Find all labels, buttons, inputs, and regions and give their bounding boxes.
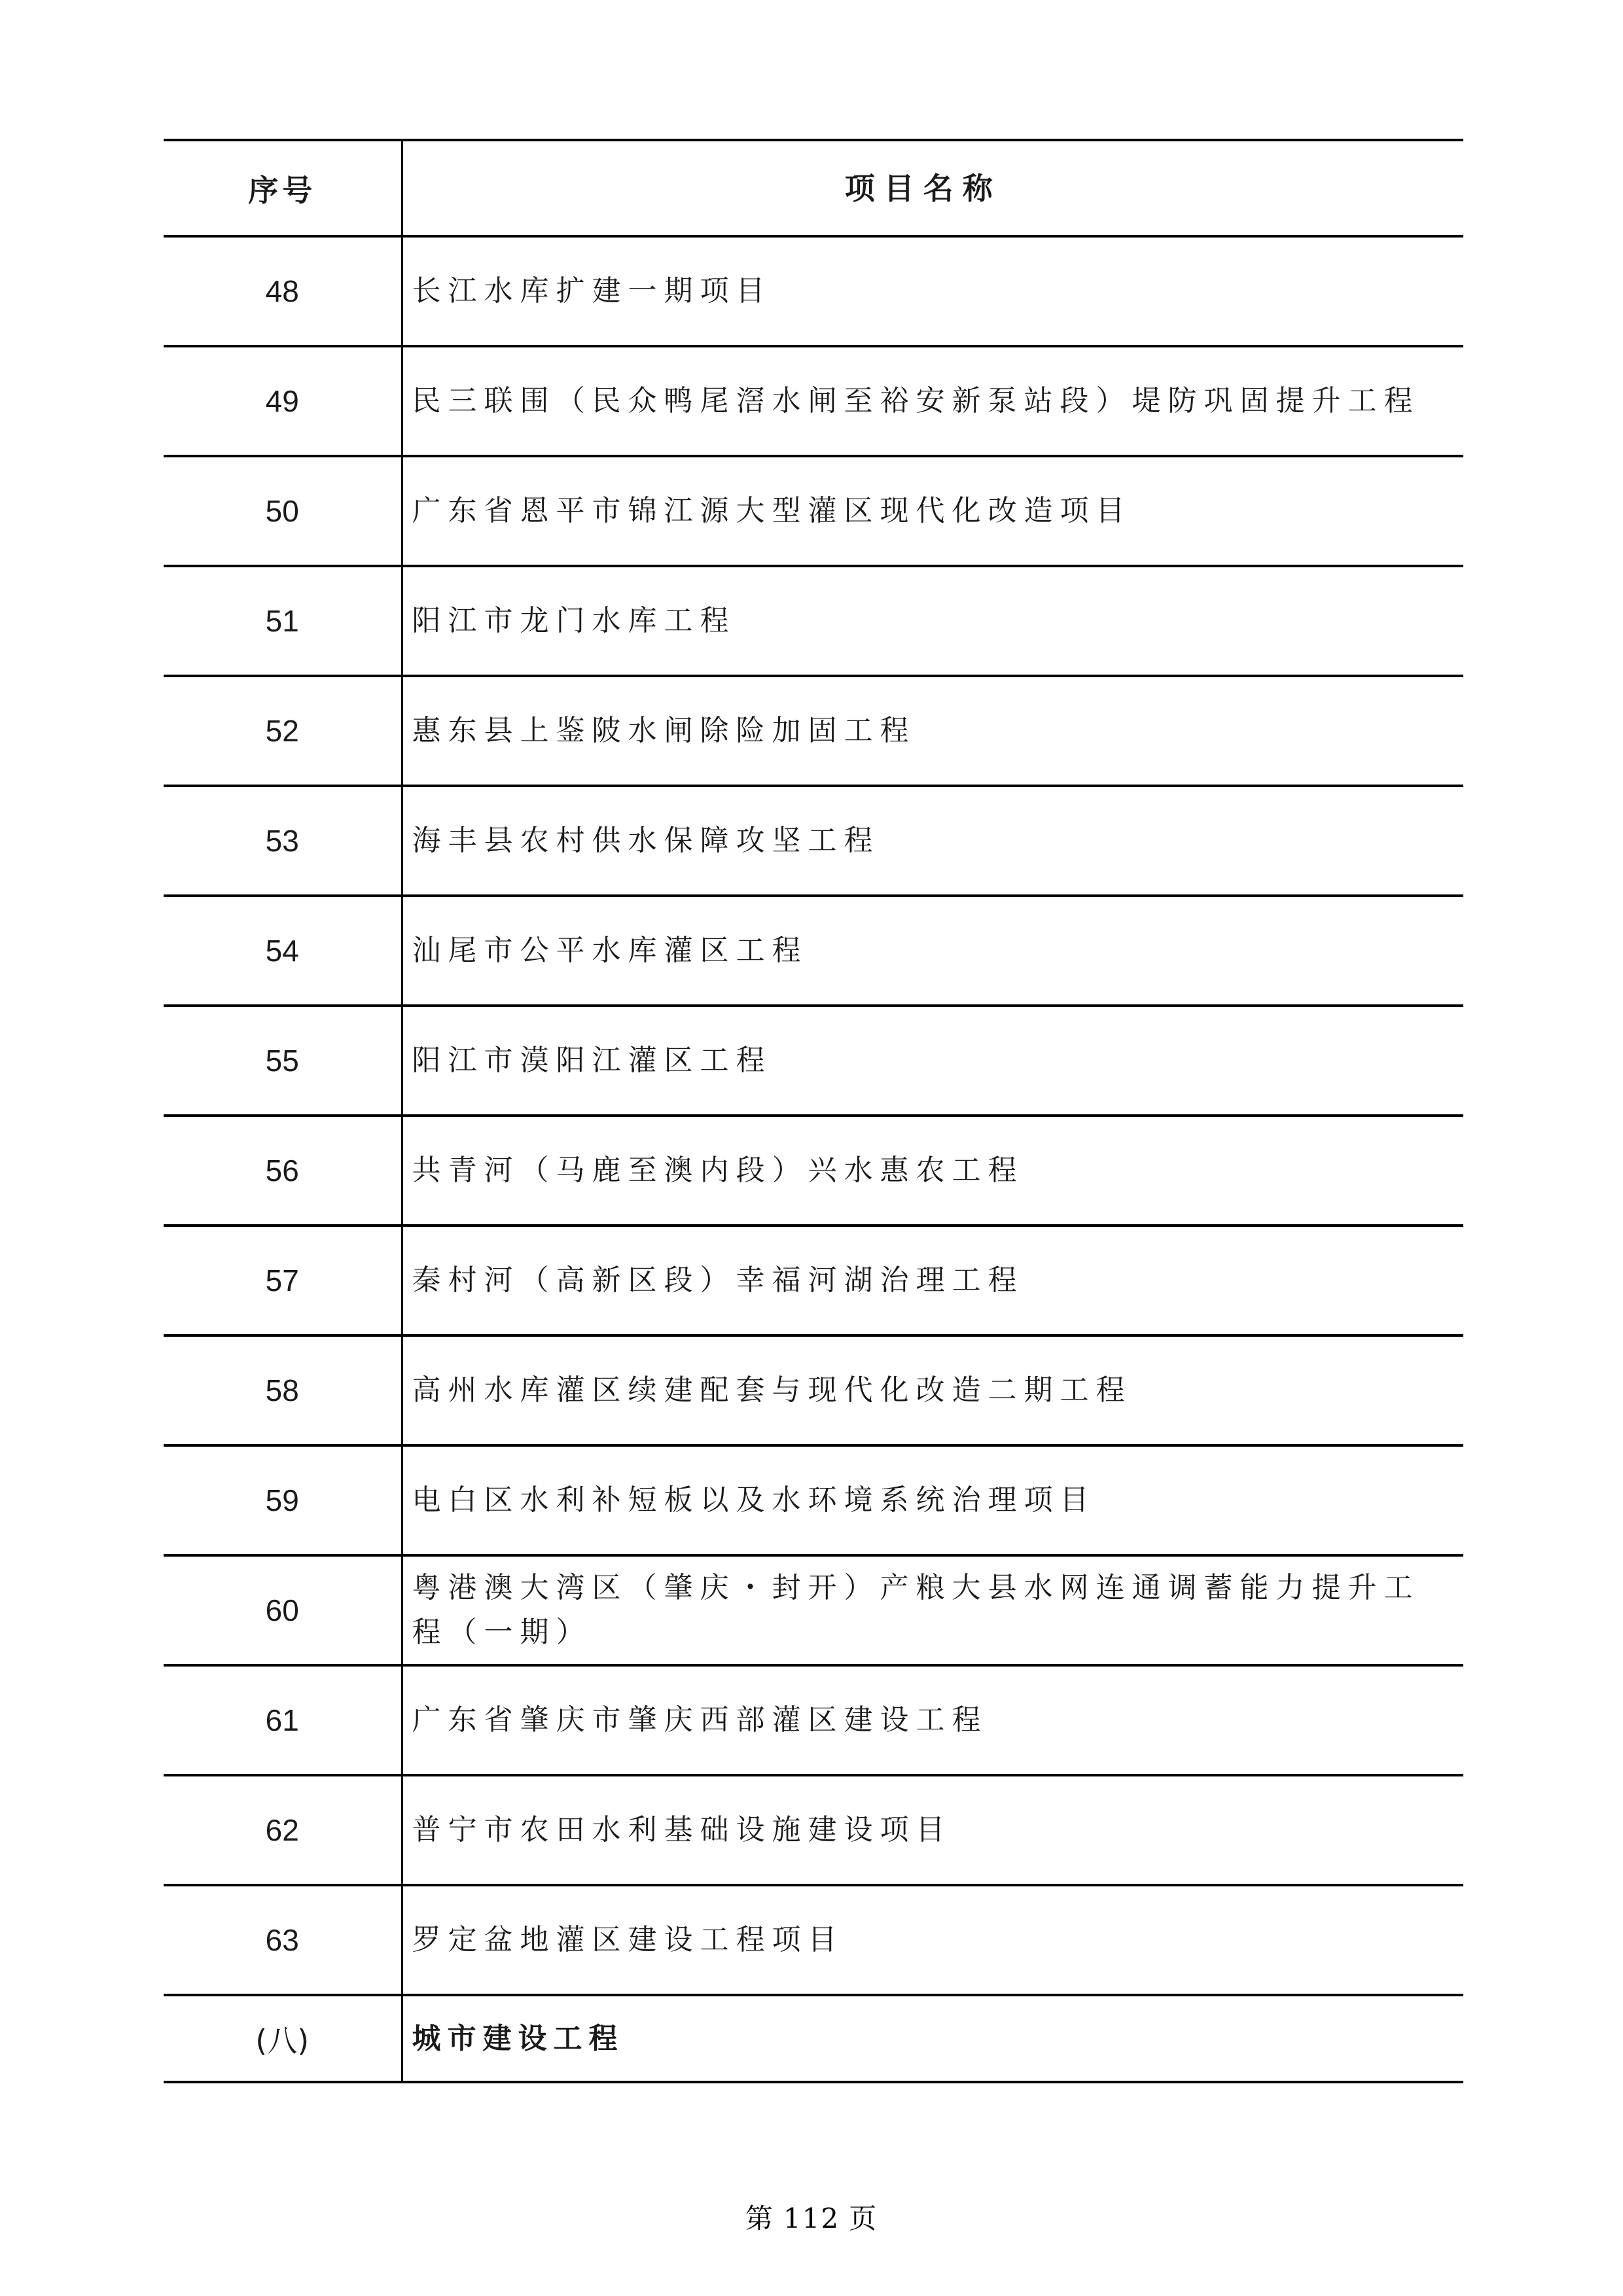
row-seq: 63: [164, 1885, 402, 1995]
table-row: [164, 456, 1463, 566]
row-seq: 58: [164, 1335, 402, 1445]
project-table: [164, 139, 1463, 2083]
row-project-name: 广东省恩平市锦江源大型灌区现代化改造项目: [402, 456, 1463, 566]
row-seq: 62: [164, 1775, 402, 1885]
row-project-name: 惠东县上鉴陂水闸除险加固工程: [402, 676, 1463, 786]
row-seq: 51: [164, 566, 402, 676]
row-seq: 57: [164, 1226, 402, 1335]
table-row: [164, 1226, 1463, 1335]
header-seq: 序号: [164, 140, 402, 236]
page-suffix: 页: [849, 2202, 878, 2234]
row-seq: 54: [164, 896, 402, 1006]
table-row: [164, 1445, 1463, 1555]
table-row: [164, 1006, 1463, 1116]
row-project-name: 广东省肇庆市肇庆西部灌区建设工程: [402, 1665, 1463, 1775]
table-row: [164, 1116, 1463, 1226]
table-row: [164, 566, 1463, 676]
table-row: [164, 676, 1463, 786]
page-prefix: 第: [745, 2202, 774, 2234]
row-project-name: 共青河（马鹿至澳内段）兴水惠农工程: [402, 1116, 1463, 1226]
row-seq: 60: [164, 1555, 402, 1665]
row-seq: 61: [164, 1665, 402, 1775]
row-project-name: 高州水库灌区续建配套与现代化改造二期工程: [402, 1335, 1463, 1445]
table-row: [164, 1335, 1463, 1445]
row-seq: 52: [164, 676, 402, 786]
page-number-value: 112: [783, 2202, 840, 2234]
table-row: [164, 896, 1463, 1006]
row-seq: 48: [164, 236, 402, 346]
row-project-name: 海丰县农村供水保障攻坚工程: [402, 786, 1463, 896]
section-seq: (八): [164, 1995, 402, 2082]
table-row: [164, 1555, 1463, 1665]
row-project-name: 民三联围（民众鸭尾滘水闸至裕安新泵站段）堤防巩固提升工程: [402, 346, 1463, 456]
row-project-name: 阳江市漠阳江灌区工程: [402, 1006, 1463, 1116]
row-seq: 53: [164, 786, 402, 896]
row-seq: 55: [164, 1006, 402, 1116]
header-name: 项目名称: [402, 140, 1463, 236]
section-row: [164, 1995, 1463, 2082]
table-row: [164, 236, 1463, 346]
table-row: [164, 346, 1463, 456]
row-project-name: 秦村河（高新区段）幸福河湖治理工程: [402, 1226, 1463, 1335]
row-project-name: 汕尾市公平水库灌区工程: [402, 896, 1463, 1006]
row-project-name: 普宁市农田水利基础设施建设项目: [402, 1775, 1463, 1885]
row-project-name: 阳江市龙门水库工程: [402, 566, 1463, 676]
table-row: [164, 1665, 1463, 1775]
row-project-name: 粤港澳大湾区（肇庆・封开）产粮大县水网连通调蓄能力提升工程（一期）: [402, 1555, 1463, 1665]
table-header-row: [164, 140, 1463, 236]
row-seq: 49: [164, 346, 402, 456]
table-row: [164, 1885, 1463, 1995]
section-title: 城市建设工程: [402, 1995, 1463, 2082]
table-row: [164, 1775, 1463, 1885]
row-seq: 56: [164, 1116, 402, 1226]
row-project-name: 长江水库扩建一期项目: [402, 236, 1463, 346]
page-number: [0, 2197, 1623, 2236]
row-seq: 59: [164, 1445, 402, 1555]
table-row: [164, 786, 1463, 896]
row-project-name: 电白区水利补短板以及水环境系统治理项目: [402, 1445, 1463, 1555]
row-project-name: 罗定盆地灌区建设工程项目: [402, 1885, 1463, 1995]
row-seq: 50: [164, 456, 402, 566]
